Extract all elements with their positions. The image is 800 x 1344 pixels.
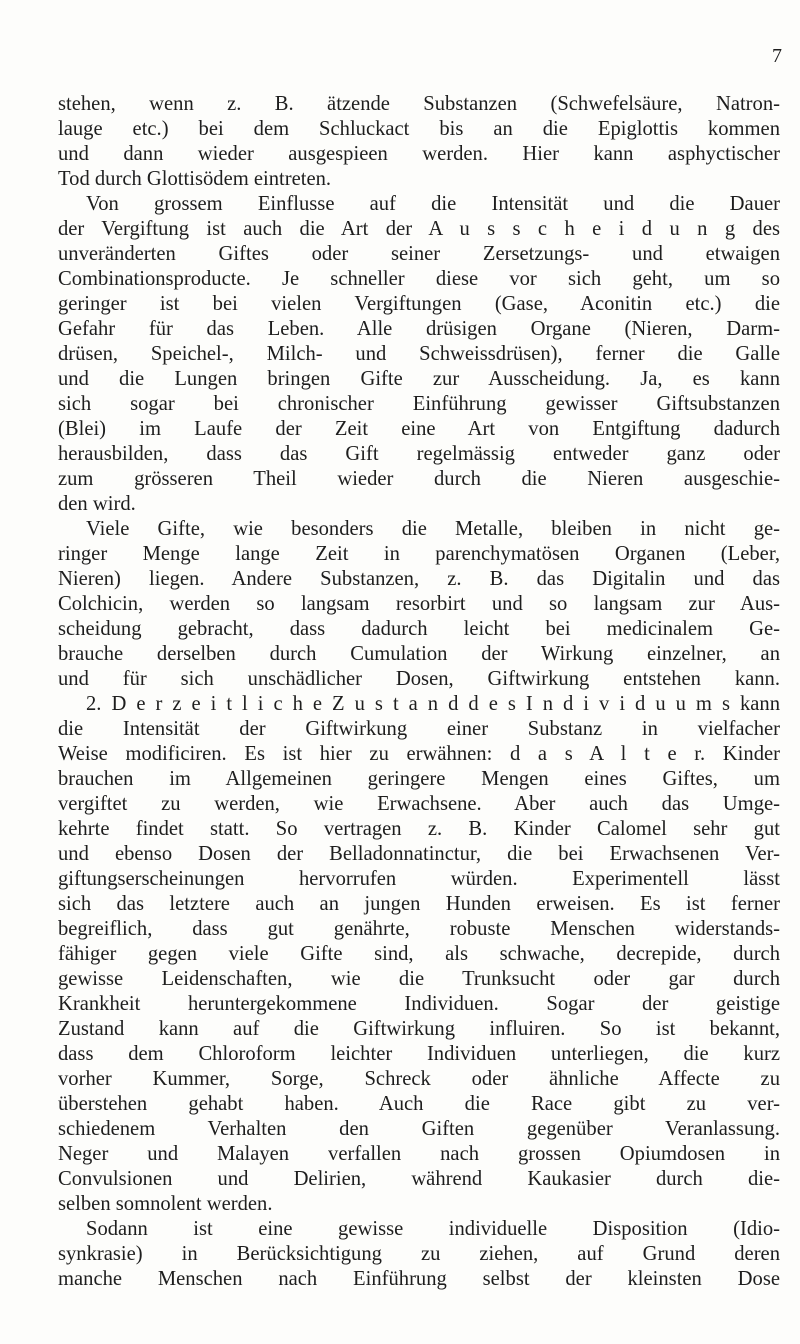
text-line: Convulsionen und Delirien, während Kaukasier durch die- (58, 1168, 780, 1190)
text-line: unveränderten Giftes oder seiner Zersetzungs- und etwaigen (58, 243, 780, 265)
text-line: sich sogar bei chronischer Einführung gewisser Giftsubstanzen (58, 393, 780, 415)
text-line: Combinationsproducte. Je schneller diese vor sich geht, um so (58, 268, 780, 290)
text-line: gewisse Leidenschaften, wie die Trunksucht oder gar durch (58, 968, 780, 990)
text-line: Viele Gifte, wie besonders die Metalle, bleiben in nicht ge- (86, 518, 780, 540)
text-line: der Vergiftung ist auch die Art der A u s s c h e i d u n g des (58, 218, 780, 240)
text-line: Zustand kann auf die Giftwirkung influiren. So ist bekannt, (58, 1018, 780, 1040)
text-line: ringer Menge lange Zeit in parenchymatösen Organen (Leber, (58, 543, 780, 565)
text-line: vorher Kummer, Sorge, Schreck oder ähnliche Affecte zu (58, 1068, 780, 1090)
text-line: Tod durch Glottisödem eintreten. (58, 168, 332, 190)
text-line: kehrte findet statt. So vertragen z. B. Kinder Calomel sehr gut (58, 818, 780, 840)
text-line: Krankheit heruntergekommene Individuen. Sogar der geistige (58, 993, 780, 1015)
text-line: selben somnolent werden. (58, 1193, 273, 1215)
text-line: die Intensität der Giftwirkung einer Substanz in vielfacher (58, 718, 780, 740)
text-line: Colchicin, werden so langsam resorbirt und so langsam zur Aus- (58, 593, 780, 615)
text-line: und dann wieder ausgespieen werden. Hier kann asphyctischer (58, 143, 780, 165)
text-line: geringer ist bei vielen Vergiftungen (Gase, Aconitin etc.) die (58, 293, 780, 315)
page-number: 7 (772, 45, 782, 67)
text-line: den wird. (58, 493, 136, 515)
text-line: brauchen im Allgemeinen geringere Mengen eines Giftes, um (58, 768, 780, 790)
text-line: schiedenem Verhalten den Giften gegenüber Veranlassung. (58, 1118, 780, 1140)
text-line: lauge etc.) bei dem Schluckact bis an die Epiglottis kommen (58, 118, 780, 140)
text-line: und die Lungen bringen Gifte zur Ausscheidung. Ja, es kann (58, 368, 780, 390)
text-line: Weise modificiren. Es ist hier zu erwähnen: d a s A l t e r. Kinder (58, 743, 780, 765)
text-line: und ebenso Dosen der Belladonnatinctur, die bei Erwachsenen Ver- (58, 843, 780, 865)
text-line: manche Menschen nach Einführung selbst der kleinsten Dose (58, 1268, 780, 1290)
text-line: scheidung gebracht, dass dadurch leicht bei medicinalem Ge- (58, 618, 780, 640)
body-text (58, 92, 780, 1292)
text-line: überstehen gehabt haben. Auch die Race gibt zu ver- (58, 1093, 780, 1115)
text-line: (Blei) im Laufe der Zeit eine Art von Entgiftung dadurch (58, 418, 780, 440)
text-line: dass dem Chloroform leichter Individuen unterliegen, die kurz (58, 1043, 780, 1065)
text-line: giftungserscheinungen hervorrufen würden. Experimentell lässt (58, 868, 780, 890)
text-line: drüsen, Speichel-, Milch- und Schweissdrüsen), ferner die Galle (58, 343, 780, 365)
text-line: vergiftet zu werden, wie Erwachsene. Aber auch das Umge- (58, 793, 780, 815)
text-line: fähiger gegen viele Gifte sind, als schwache, decrepide, durch (58, 943, 780, 965)
text-line: Nieren) liegen. Andere Substanzen, z. B. das Digitalin und das (58, 568, 780, 590)
text-line: Gefahr für das Leben. Alle drüsigen Organe (Nieren, Darm- (58, 318, 780, 340)
text-line: 2. D e r z e i t l i c h e Z u s t a n d d e s I n d i v i d u u m s kann (86, 693, 780, 715)
text-line: herausbilden, dass das Gift regelmässig entweder ganz oder (58, 443, 780, 465)
text-line: begreiflich, dass gut genährte, robuste Menschen widerstands- (58, 918, 780, 940)
text-line: Von grossem Einflusse auf die Intensität und die Dauer (86, 193, 780, 215)
text-line: zum grösseren Theil wieder durch die Nieren ausgeschie- (58, 468, 780, 490)
text-line: Sodann ist eine gewisse individuelle Disposition (Idio- (86, 1218, 780, 1240)
text-line: sich das letztere auch an jungen Hunden erweisen. Es ist ferner (58, 893, 780, 915)
text-line: brauche derselben durch Cumulation der Wirkung einzelner, an (58, 643, 780, 665)
text-line: synkrasie) in Berücksichtigung zu ziehen, auf Grund deren (58, 1243, 780, 1265)
text-line: und für sich unschädlicher Dosen, Giftwirkung entstehen kann. (58, 668, 780, 690)
text-line: Neger und Malayen verfallen nach grossen Opiumdosen in (58, 1143, 780, 1165)
text-line: stehen, wenn z. B. ätzende Substanzen (Schwefelsäure, Natron- (58, 93, 780, 115)
